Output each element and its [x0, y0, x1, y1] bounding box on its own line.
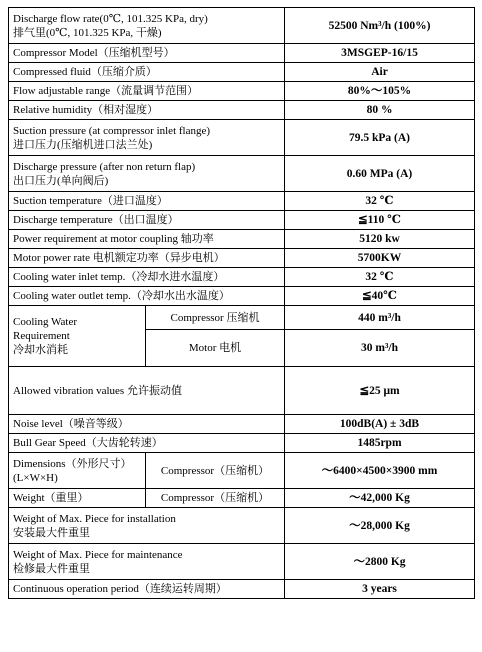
row-label-line: Cooling water inlet temp.（冷却水进水温度） — [13, 271, 225, 283]
row-value: ≦110 ℃ — [285, 211, 475, 230]
row-value: 5120 kw — [285, 230, 475, 249]
row-value: 32 ℃ — [285, 268, 475, 287]
row-label-line: Weight of Max. Piece for maintenance — [13, 548, 183, 561]
row-value: 80%～105% — [285, 82, 475, 101]
row-label — [9, 249, 285, 268]
row-value: 52500 Nm³/h (100%) — [285, 8, 475, 44]
row-label — [9, 367, 285, 415]
row-label — [9, 156, 285, 192]
table-row — [9, 63, 475, 82]
row-value: 3 years — [285, 580, 475, 599]
table-row — [9, 249, 475, 268]
weight-sub-label: Compressor（压缩机） — [146, 489, 285, 508]
table-row — [9, 8, 475, 44]
table-row — [9, 82, 475, 101]
row-label-line: Discharge pressure (after non return flap) — [13, 160, 196, 173]
row-label-line: 出口压力(单向阀后) — [13, 174, 109, 187]
row-label-line: Weight of Max. Piece for installation — [13, 512, 176, 525]
row-label-line: Power requirement at motor coupling 轴功率 — [13, 233, 214, 245]
row-value: 80 % — [285, 101, 475, 120]
row-label — [9, 287, 285, 306]
row-label — [9, 44, 285, 63]
row-value: Air — [285, 63, 475, 82]
row-label-line: Discharge temperature（出口温度） — [13, 214, 179, 226]
row-label — [9, 508, 285, 544]
row-label — [9, 544, 285, 580]
spec-table — [8, 7, 475, 599]
row-label — [9, 434, 285, 453]
row-label — [9, 580, 285, 599]
table-row — [9, 101, 475, 120]
dimensions-value: ～6400×4500×3900 mm — [285, 453, 475, 489]
cooling-motor-label: Motor 电机 — [146, 330, 285, 367]
table-row — [9, 306, 475, 330]
table-row — [9, 120, 475, 156]
row-value: 32 ℃ — [285, 192, 475, 211]
row-label-line: Suction pressure (at compressor inlet flange) — [13, 124, 211, 137]
row-value: 79.5 kPa (A) — [285, 120, 475, 156]
row-label-line: Flow adjustable range（流量调节范围） — [13, 85, 199, 97]
cooling-motor-value: 30 m³/h — [285, 330, 475, 367]
spec-table-body — [9, 8, 475, 599]
weight-label: Weight（重里） — [9, 489, 146, 508]
row-label-line: Allowed vibration values 允许振动值 — [13, 384, 182, 397]
row-label-line: Relative humidity（相对湿度） — [13, 104, 159, 116]
row-label-line: 排气里(0℃, 101.325 KPa, 干燥) — [13, 26, 162, 39]
dimensions-sub-label: Compressor（压缩机） — [146, 453, 285, 489]
table-row — [9, 544, 475, 580]
cooling-compressor-value: 440 m³/h — [285, 306, 475, 330]
table-row — [9, 489, 475, 508]
row-label — [9, 415, 285, 434]
table-row — [9, 156, 475, 192]
row-value: 1485rpm — [285, 434, 475, 453]
row-label-line: Suction temperature（进口温度） — [13, 195, 168, 207]
dimensions-label — [9, 453, 146, 489]
table-row — [9, 192, 475, 211]
row-label-line: 检修最大件重里 — [13, 562, 90, 575]
row-label — [9, 8, 285, 44]
table-row — [9, 580, 475, 599]
row-value: ～2800 Kg — [285, 544, 475, 580]
row-label-line: Bull Gear Speed（大齿轮转速） — [13, 437, 163, 449]
table-row — [9, 415, 475, 434]
row-value: ≦25 μm — [285, 367, 475, 415]
table-row — [9, 268, 475, 287]
table-row — [9, 230, 475, 249]
table-row — [9, 508, 475, 544]
row-label-line: 安装最大件重里 — [13, 526, 90, 539]
table-row — [9, 287, 475, 306]
row-label — [9, 211, 285, 230]
row-value: ≦40℃ — [285, 287, 475, 306]
cooling-water-label — [9, 306, 146, 367]
row-label-line: Dimensions（外形尺寸） — [13, 457, 132, 470]
row-label-line: Compressor Model（压缩机型号） — [13, 47, 175, 59]
row-label-line: 进口压力(压缩机进口法兰处) — [13, 138, 153, 151]
row-label-line: Discharge flow rate(0℃, 101.325 KPa, dry) — [13, 12, 208, 25]
row-label-line: Motor power rate 电机额定功率（异步电机） — [13, 252, 225, 264]
weight-value: ～42,000 Kg — [285, 489, 475, 508]
table-row — [9, 367, 475, 415]
row-value: 3MSGEP-16/15 — [285, 44, 475, 63]
row-value: 0.60 MPa (A) — [285, 156, 475, 192]
row-label-line: 冷却水消耗 — [13, 344, 68, 356]
row-label-line: Requirement — [13, 330, 70, 342]
table-row — [9, 453, 475, 489]
row-label-line: Compressed fluid（压缩介质） — [13, 66, 157, 78]
table-row — [9, 211, 475, 230]
row-label — [9, 82, 285, 101]
row-label — [9, 63, 285, 82]
table-row — [9, 434, 475, 453]
table-row — [9, 44, 475, 63]
row-label-line: Cooling Water — [13, 316, 77, 328]
spec-sheet — [8, 7, 474, 599]
row-label — [9, 120, 285, 156]
row-label-line: Noise level（噪音等级） — [13, 418, 129, 430]
row-value: 100dB(A) ± 3dB — [285, 415, 475, 434]
row-label-line: Continuous operation period（连续运转周期） — [13, 583, 227, 595]
cooling-compressor-label: Compressor 压缩机 — [146, 306, 285, 330]
row-value: 5700KW — [285, 249, 475, 268]
row-label-line: Cooling water outlet temp.（冷却水出水温度） — [13, 290, 230, 302]
row-value: ～28,000 Kg — [285, 508, 475, 544]
row-label — [9, 230, 285, 249]
row-label — [9, 268, 285, 287]
row-label — [9, 101, 285, 120]
row-label — [9, 192, 285, 211]
row-label-line: (L×W×H) — [13, 471, 58, 484]
